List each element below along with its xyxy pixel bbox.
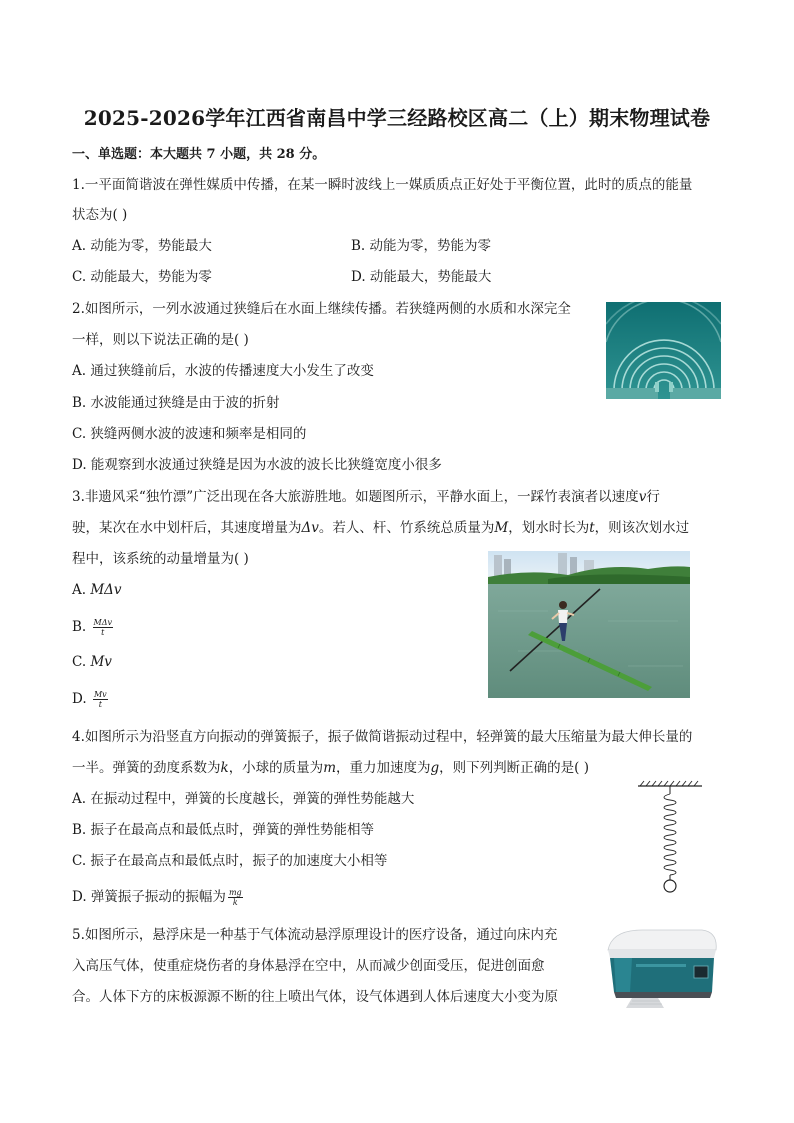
bamboo-rafting-photo (488, 551, 690, 698)
var-g: g (430, 760, 440, 776)
water-wave-slit-photo (606, 302, 721, 399)
var-v: v (638, 489, 647, 505)
q3-option-b: B. $\frac{\text{MΔv}}{t}$ (72, 618, 113, 637)
var-k: k (220, 760, 229, 776)
q2-stem-line2: 一样，则以下说法正确的是( ) (72, 332, 249, 348)
q1-option-a: A. 动能为零，势能最大 (72, 238, 212, 254)
q4-option-c: C. 振子在最高点和最低点时，振子的加速度大小相等 (72, 853, 388, 869)
fraction: $\frac{mg}{k}$ (228, 888, 242, 907)
q5-stem-line1: 5.如图所示，悬浮床是一种基于气体流动悬浮原理设计的医疗设备，通过向床内充 (72, 927, 558, 943)
q1-option-c: C. 动能最大，势能为零 (72, 269, 212, 285)
q2-option-a: A. 通过狭缝前后，水波的传播速度大小发生了改变 (72, 363, 374, 379)
q1-stem-line1: 1.一平面简谐波在弹性媒质中传播，在某一瞬时波线上一媒质质点正好处于平衡位置，此时的质点的能量 (72, 177, 693, 193)
q5-stem-line2: 入高压气体，使重症烧伤者的身体悬浮在空中，从而减少创面受压，促进创面愈 (72, 958, 545, 974)
q3-option-c: C. Mv (72, 654, 112, 670)
q1-option-b: B. 动能为零，势能为零 (351, 238, 492, 254)
page-title: 2025-2026学年江西省南昌中学三经路校区高二（上）期末物理试卷 (83, 106, 711, 130)
q4-option-d: D. 弹簧振子振动的振幅为 $\frac{mg}{k}$ (72, 888, 242, 907)
q5-stem-line3: 合。人体下方的床板源源不断的往上喷出气体，设气体遇到人体后速度大小变为原 (72, 989, 558, 1005)
q3-stem-line3: 程中，该系统的动量增量为( ) (72, 551, 249, 567)
var-m: m (323, 760, 336, 776)
q3-option-a: A. MΔv (72, 582, 122, 598)
section-heading: 一、单选题：本大题共 7 小题，共 28 分。 (72, 147, 326, 162)
var-t: t (589, 520, 595, 536)
fraction: $\frac{Mv}{t}$ (93, 690, 107, 709)
q2-option-d: D. 能观察到水波通过狭缝是因为水波的波长比狭缝宽度小很多 (72, 457, 442, 473)
q1-option-d: D. 动能最大，势能最大 (351, 269, 492, 285)
var-M: M (494, 520, 509, 536)
q3-stem-line1: 3.非遗风采“独竹漂”广泛出现在各大旅游胜地。如题图所示，平静水面上，一踩竹表演者以速度v行 (72, 489, 660, 505)
q4-option-b: B. 振子在最高点和最低点时，弹簧的弹性势能相等 (72, 822, 375, 838)
levitation-bed-photo (602, 924, 720, 1012)
fraction: $\frac{\text{MΔv}}{t}$ (93, 618, 113, 637)
q4-stem-line1: 4.如图所示为沿竖直方向振动的弹簧振子，振子做简谐振动过程中，轻弹簧的最大压缩量为最大伸长量的 (72, 729, 693, 745)
q4-stem-line2: 一半。弹簧的劲度系数为k，小球的质量为m，重力加速度为g，则下列判断正确的是( ) (72, 760, 589, 776)
var-dv: Δv (301, 520, 319, 536)
q1-stem-line2: 状态为( ) (72, 207, 128, 223)
q4-option-a: A. 在振动过程中，弹簧的长度越长，弹簧的弹性势能越大 (72, 791, 415, 807)
q2-stem-line1: 2.如图所示，一列水波通过狭缝后在水面上继续传播。若狭缝两侧的水质和水深完全 (72, 301, 571, 317)
q2-option-b: B. 水波能通过狭缝是由于波的折射 (72, 395, 280, 411)
q3-stem-line2: 驶，某次在水中划杆后，其速度增量为Δv。若人、杆、竹系统总质量为M，划水时长为t，则该次划水过 (72, 520, 690, 536)
q3-option-d: D. $\frac{Mv}{t}$ (72, 690, 107, 709)
q2-option-c: C. 狭缝两侧水波的波速和频率是相同的 (72, 426, 307, 442)
spring-oscillator-diagram (634, 780, 706, 896)
